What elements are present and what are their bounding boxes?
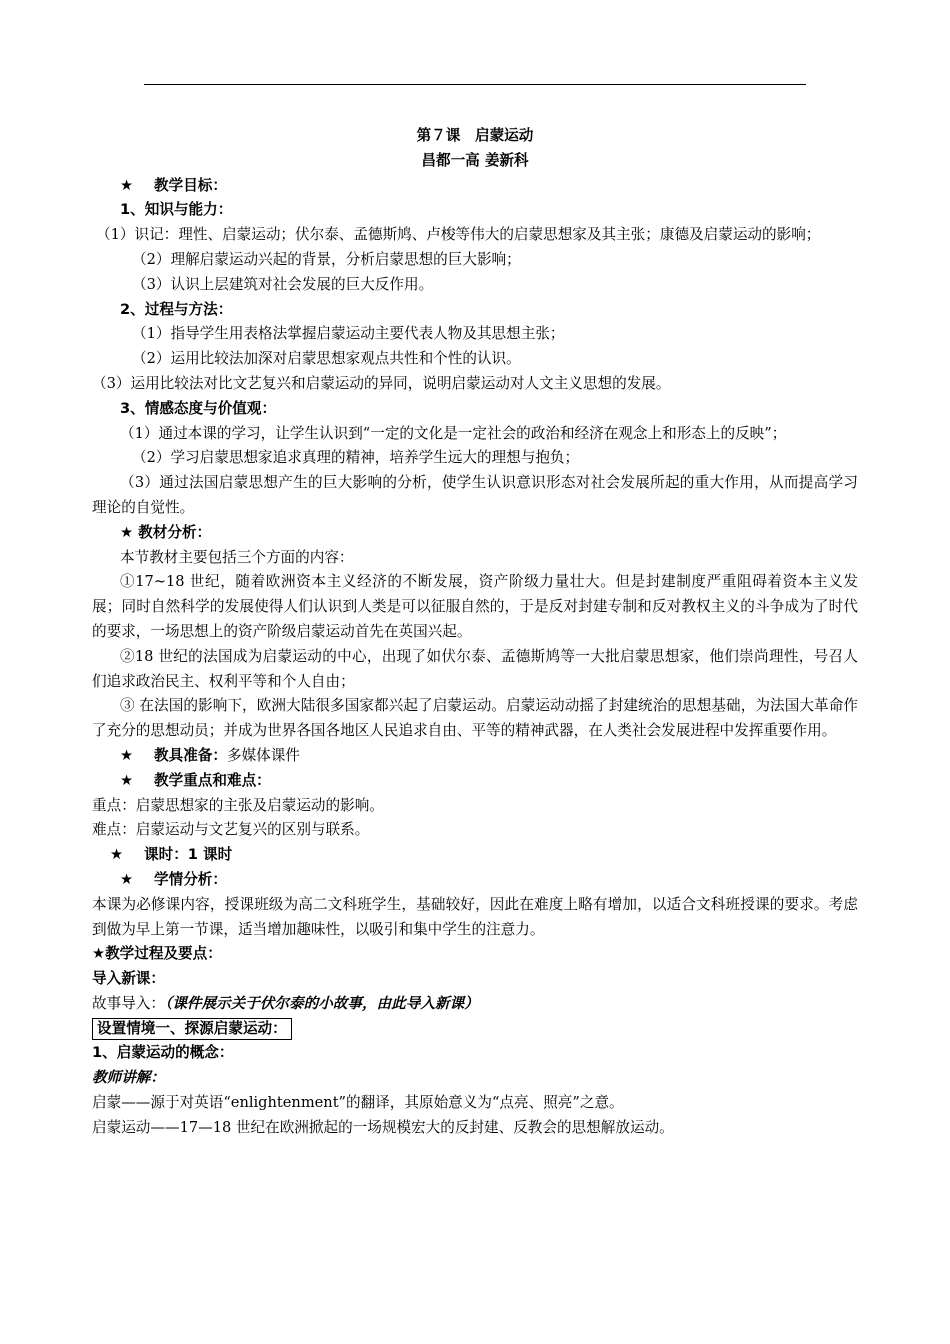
lesson-title: 第７课 启蒙运动 <box>416 127 534 144</box>
star-icon: ★ <box>110 846 124 864</box>
keypoints-heading: ★ 教学重点和难点： <box>92 769 858 794</box>
students-text: 本课为必修课内容，授课班级为高二文科班学生，基础较好，因此在难度上略有增加，以适合文科班授课的要求。考虑到做为早上第一节课，适当增加趣味性，以吸引和集中学生的注意力。 <box>92 895 858 938</box>
scene-1-box: 设置情境一、探源启蒙运动： <box>92 1018 292 1040</box>
teacher-label: 教师讲解： <box>92 1069 165 1087</box>
analysis-item-3: ③ 在法国的影响下，欧洲大陆很多国家都兴起了启蒙运动。启蒙运动动摇了封建统治的思想基础，为法国大革命作了充分的思想动员；并成为世界各国各地区人民追求自由、平等的精神武器，在人类社会发展进程中发挥重要作用。 <box>92 697 858 740</box>
knowledge-item-2: （2）理解启蒙运动兴起的背景，分析启蒙思想的巨大影响； <box>132 250 521 268</box>
process-heading: ★教学过程及要点： <box>92 945 222 963</box>
focus-line: 重点：启蒙思想家的主张及启蒙运动的影响。 <box>92 796 384 814</box>
knowledge-item-3: （3）认识上层建筑对社会发展的巨大反作用。 <box>132 275 434 293</box>
star-icon: ★ <box>120 870 134 888</box>
process-item-1: （1）指导学生用表格法掌握启蒙运动主要代表人物及其思想主张； <box>132 325 565 343</box>
process-title: 2、过程与方法： <box>120 300 233 318</box>
scene-1-line <box>92 1017 858 1042</box>
emotion-item-2: （2）学习启蒙思想家追求真理的精神，培养学生远大的理想与抱负； <box>132 449 580 467</box>
analysis-item-2: ②18 世纪的法国成为启蒙运动的中心，出现了如伏尔泰、孟德斯鸠等一大批启蒙思想家，他们崇尚理性，号召人们追求政治民主、权利平等和个人自由； <box>92 647 858 690</box>
analysis-heading: ★ 教材分析： <box>120 523 212 541</box>
intro-title: 导入新课： <box>92 970 165 988</box>
story-line: 故事导入：（课件展示关于伏尔泰的小故事，由此导入新课） <box>92 994 479 1012</box>
star-icon: ★ <box>120 771 134 789</box>
hours-line: ★ 课时：1 课时 <box>92 843 858 868</box>
knowledge-title: 1、知识与能力： <box>120 201 233 219</box>
goals-heading: ★ 教学目标： <box>92 174 858 199</box>
difficulty-line: 难点：启蒙运动与文艺复兴的区别与联系。 <box>92 821 370 839</box>
author-line: 昌都一高 姜新科 <box>421 151 529 169</box>
header-rule <box>144 84 806 85</box>
process-item-3: （3）运用比较法对比文艺复兴和启蒙运动的异同，说明启蒙运动对人文主义思想的发展。 <box>92 374 671 392</box>
emotion-item-1: （1）通过本课的学习，让学生认识到“一定的文化是一定社会的政治和经济在观念上和形态上的反映”； <box>120 424 787 442</box>
definition-2: 启蒙运动——17—18 世纪在欧洲掀起的一场规模宏大的反封建、反教会的思想解放运动。 <box>92 1118 674 1136</box>
concept-title: 1、启蒙运动的概念： <box>92 1044 234 1062</box>
process-item-2: （2）运用比较法加深对启蒙思想家观点共性和个性的认识。 <box>132 350 521 368</box>
emotion-title: 3、情感态度与价值观： <box>120 399 277 417</box>
students-heading: ★ 学情分析： <box>92 868 858 893</box>
knowledge-item-1: （1）识记：理性、启蒙运动；伏尔泰、孟德斯鸠、卢梭等伟大的启蒙思想家及其主张；康德及启蒙运动的影响； <box>96 226 821 244</box>
star-icon: ★ <box>120 176 134 194</box>
prep-line: ★ 教具准备：多媒体课件 <box>92 744 858 769</box>
analysis-intro: 本节教材主要包括三个方面的内容： <box>120 548 354 566</box>
analysis-item-1: ①17~18 世纪，随着欧洲资本主义经济的不断发展，资产阶级力量壮大。但是封建制度严重阻碍着资本主义发展；同时自然科学的发展使得人们认识到人类是可以征服自然的，于是反对封建专制和反对教权主义的斗争成为了时代的要求，一场思想上的资产阶级启蒙运动首先在英国兴起。 <box>92 573 858 640</box>
definition-1: 启蒙——源于对英语“enlightenment”的翻译，其原始意义为“点亮、照亮”之意。 <box>92 1094 624 1112</box>
star-icon: ★ <box>120 746 134 764</box>
emotion-item-3: （3）通过法国启蒙思想产生的巨大影响的分析，使学生认识意识形态对社会发展所起的重大作用，从而提高学习理论的自觉性。 <box>92 474 858 516</box>
document-body <box>92 124 858 1141</box>
